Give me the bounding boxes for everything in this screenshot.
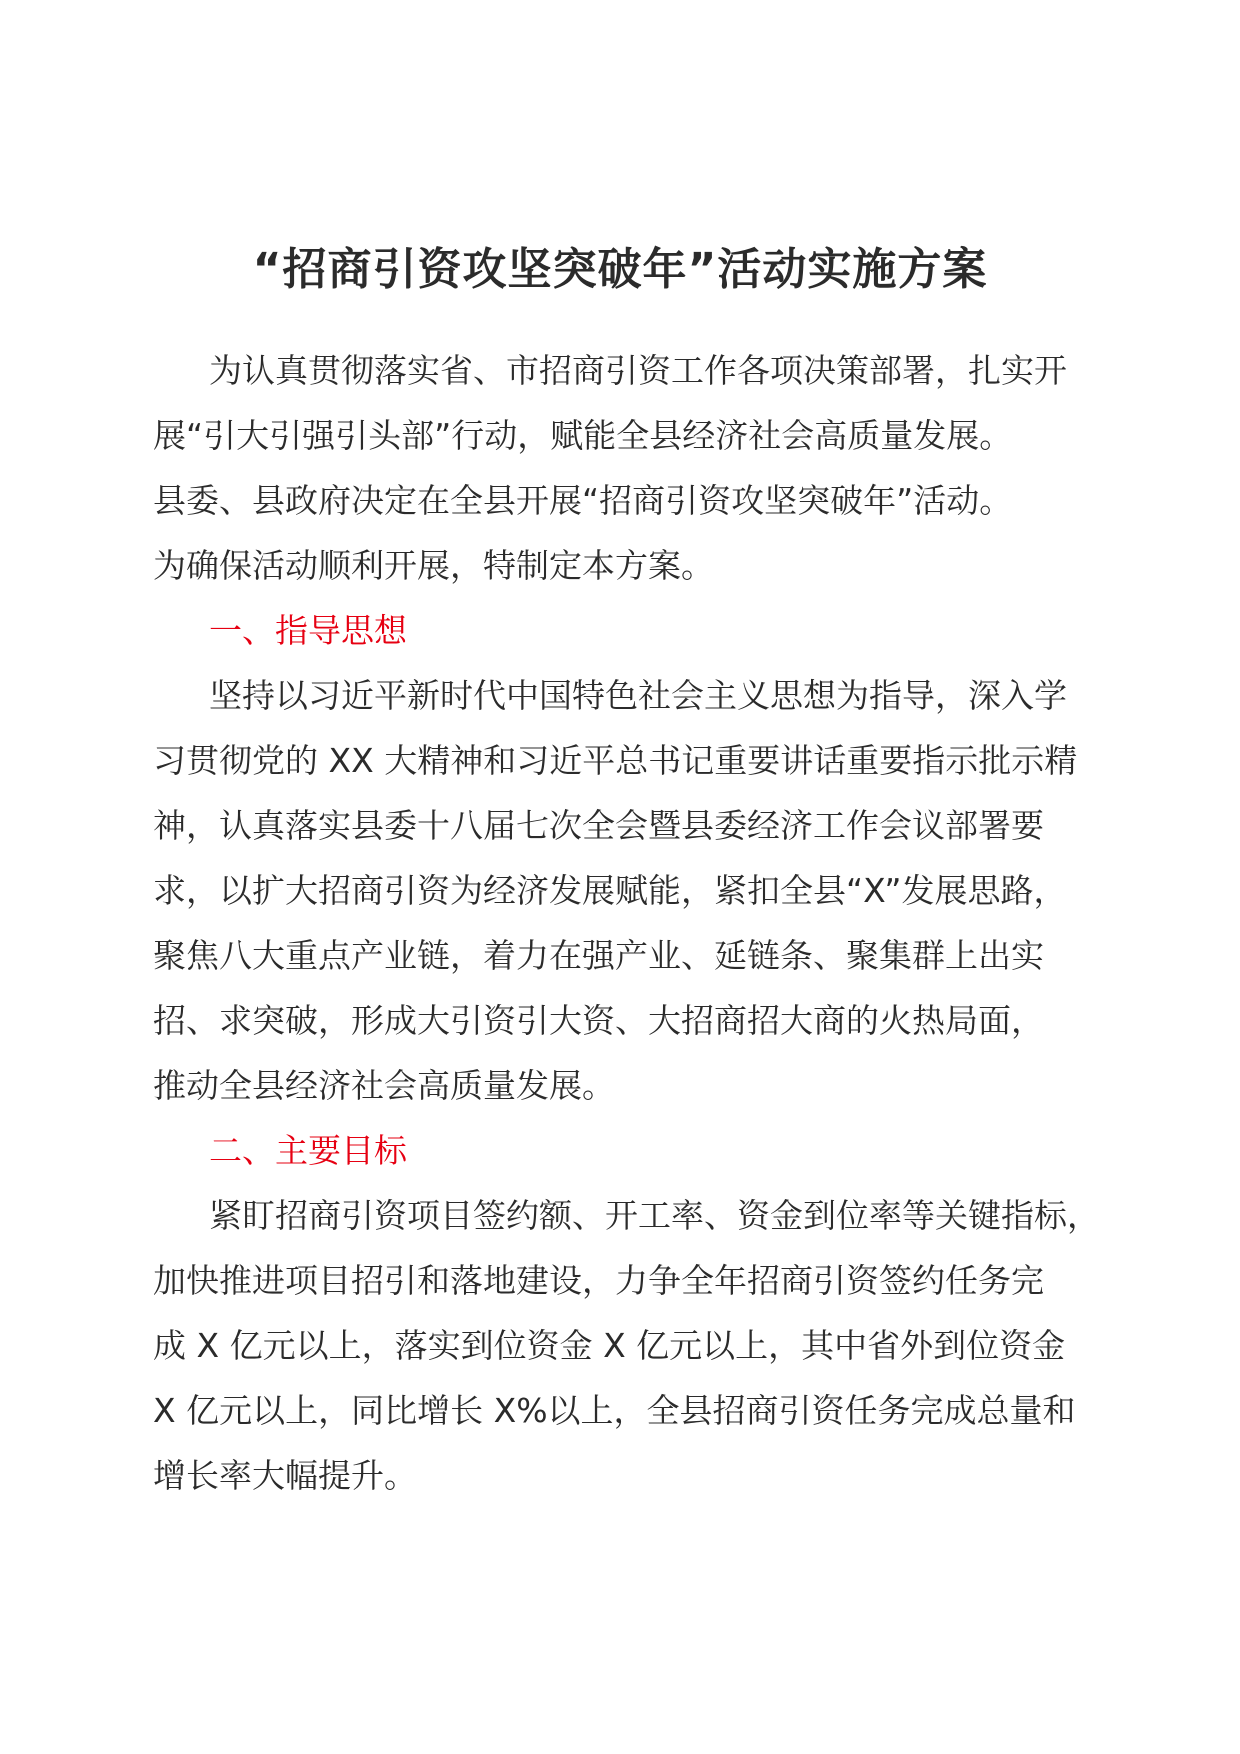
section1-line: 神，认真落实县委十八届七次全会暨县委经济工作会议部署要 bbox=[153, 806, 1044, 845]
section2-line: 加快推进项目招引和落地建设，力争全年招商引资签约任务完 bbox=[153, 1261, 1044, 1300]
section1-line: 推动全县经济社会高质量发展。 bbox=[153, 1066, 615, 1105]
section1-line: 招、求突破，形成大引资引大资、大招商招大商的火热局面， bbox=[153, 1001, 1044, 1040]
section1-paragraph bbox=[153, 663, 1113, 1118]
section2-line: 增长率大幅提升。 bbox=[153, 1456, 417, 1495]
section2-line: 成 X 亿元以上，落实到位资金 X 亿元以上，其中省外到位资金 bbox=[153, 1326, 1066, 1365]
section-heading-guiding-ideology: 一、指导思想 bbox=[209, 611, 407, 650]
section2-line: 紧盯招商引资项目签约额、开工率、资金到位率等关键指标， bbox=[209, 1196, 1100, 1235]
intro-line: 为认真贯彻落实省、市招商引资工作各项决策部署，扎实开 bbox=[209, 351, 1067, 390]
document-body bbox=[153, 338, 1113, 1508]
section1-line: 聚焦八大重点产业链，着力在强产业、延链条、聚集群上出实 bbox=[153, 936, 1044, 975]
section2-line: X 亿元以上，同比增长 X%以上，全县招商引资任务完成总量和 bbox=[153, 1391, 1076, 1430]
document-title: “招商引资攻坚突破年”活动实施方案 bbox=[252, 244, 988, 295]
section1-line: 求，以扩大招商引资为经济发展赋能，紧扣全县“X”发展思路， bbox=[153, 871, 1067, 910]
intro-line: 展“引大引强引头部”行动，赋能全县经济社会高质量发展。 bbox=[153, 416, 1013, 455]
section1-line: 习贯彻党的 XX 大精神和习近平总书记重要讲话重要指示批示精 bbox=[153, 741, 1078, 780]
intro-paragraph bbox=[153, 338, 1113, 598]
section-heading-main-goals: 二、主要目标 bbox=[209, 1131, 407, 1170]
intro-line: 县委、县政府决定在全县开展“招商引资攻坚突破年”活动。 bbox=[153, 481, 1013, 520]
section2-paragraph bbox=[153, 1183, 1113, 1508]
section1-line: 坚持以习近平新时代中国特色社会主义思想为指导，深入学 bbox=[209, 676, 1067, 715]
intro-line: 为确保活动顺利开展，特制定本方案。 bbox=[153, 546, 714, 585]
